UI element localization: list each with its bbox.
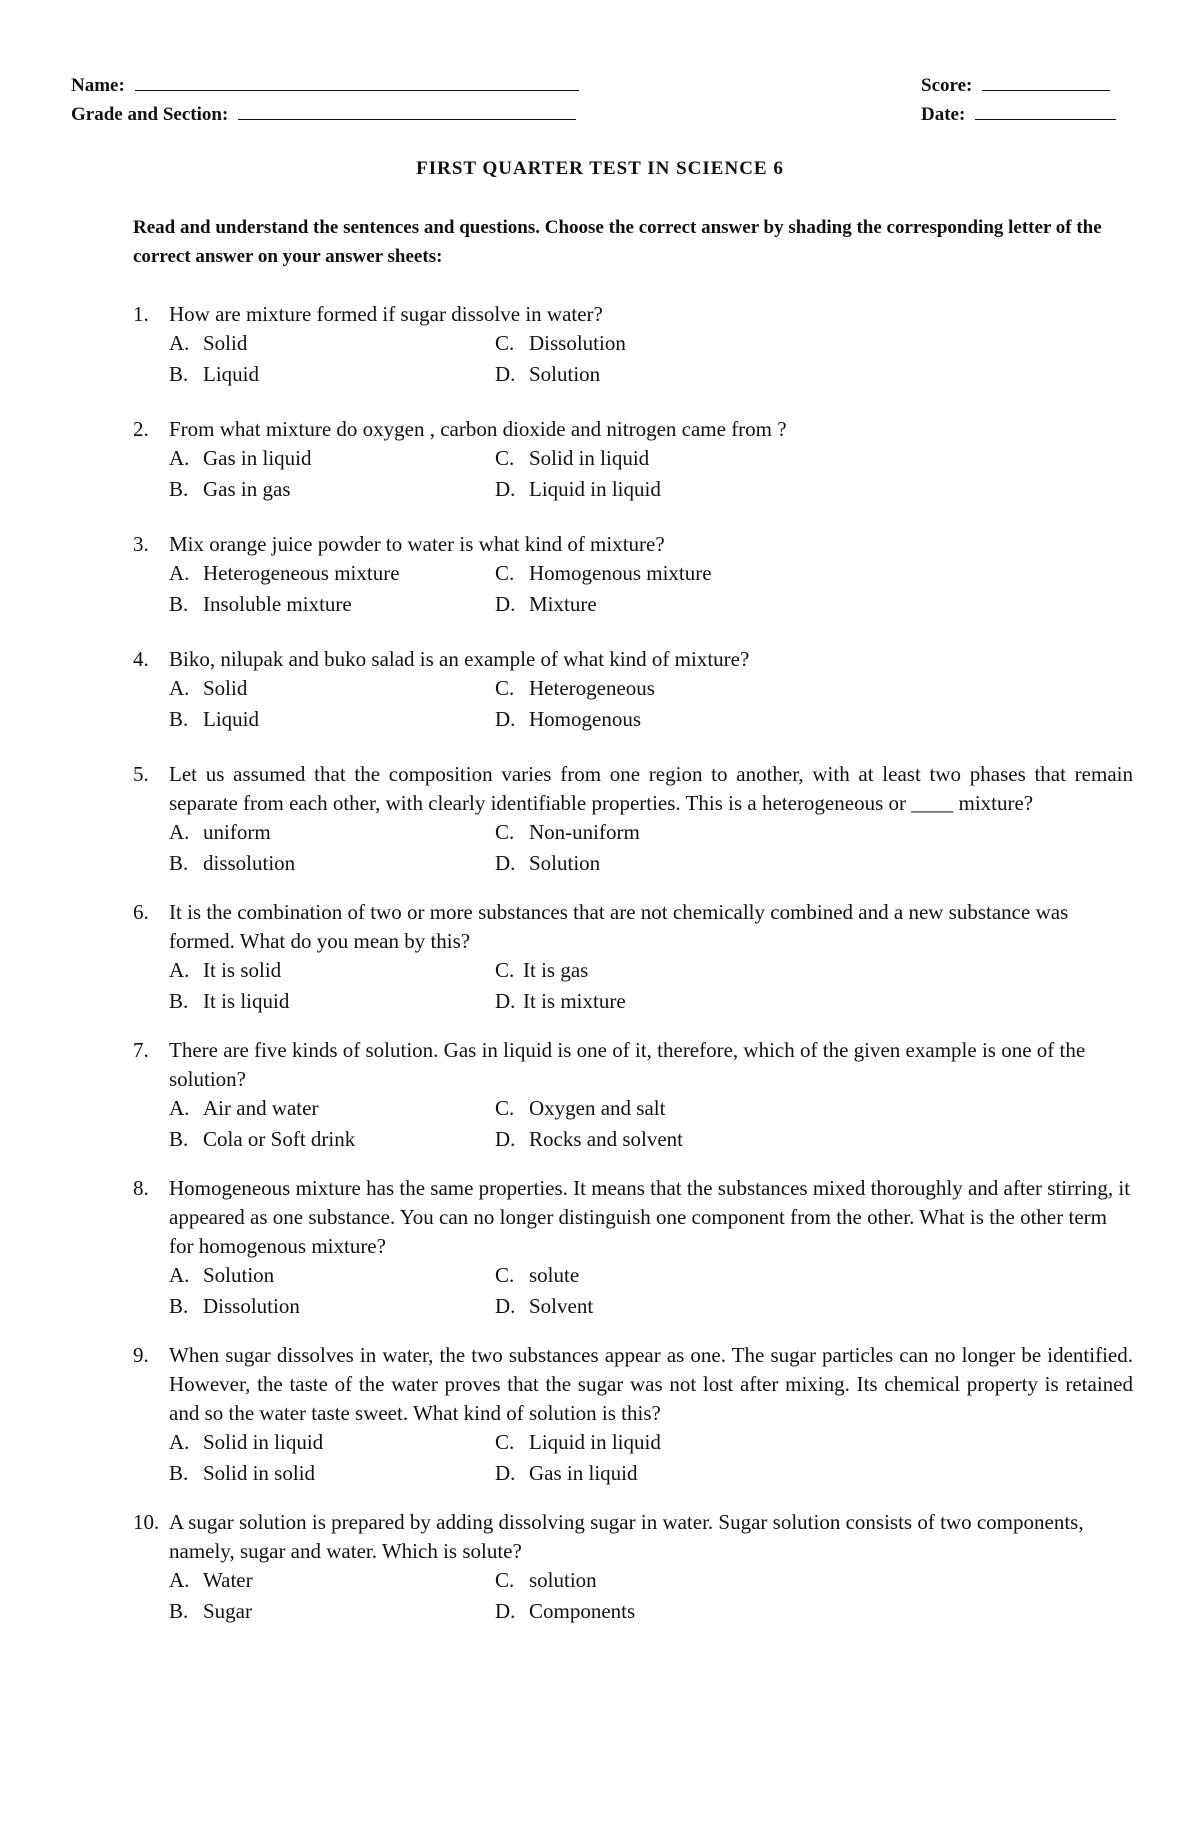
question-text: Homogeneous mixture has the same properties. It means that the substances mixed thoroughly and after stirring, it appeared as one substance. You can no longer distinguish one component from the other. What is the other term for homogenous mixture? [169, 1176, 1131, 1258]
grade-section-blank[interactable] [238, 101, 576, 120]
choices [169, 1094, 1133, 1154]
score-label: Score: [921, 75, 973, 96]
choice-b[interactable]: B. Dissolution [169, 1294, 300, 1318]
test-title: FIRST QUARTER TEST IN SCIENCE 6 [416, 158, 784, 179]
choices [169, 674, 1133, 734]
choice-a[interactable]: A. Solid [169, 676, 248, 700]
choice-b[interactable]: B. It is liquid [169, 989, 290, 1013]
score-field [921, 72, 1110, 97]
question-4 [133, 645, 1133, 734]
choice-b[interactable]: B. Sugar [169, 1599, 252, 1623]
choice-d[interactable]: D. Solution [495, 851, 601, 875]
question-1 [133, 300, 1133, 389]
question-number: 5. [133, 762, 149, 786]
choice-d[interactable]: D. Rocks and solvent [495, 1127, 683, 1151]
choice-d[interactable]: D. Solution [495, 362, 601, 386]
question-number: 10. [133, 1510, 160, 1534]
date-blank[interactable] [975, 101, 1116, 120]
choice-d[interactable]: D. Homogenous [495, 707, 641, 731]
question-5 [133, 760, 1133, 878]
choice-c[interactable]: C. Heterogeneous [495, 676, 655, 700]
question-text: From what mixture do oxygen , carbon dioxide and nitrogen came from ? [169, 417, 787, 441]
question-text: A sugar solution is prepared by adding dissolving sugar in water. Sugar solution consists of two components, namely, sugar and water. Which is solute? [169, 1510, 1084, 1563]
choice-a[interactable]: A. Air and water [169, 1096, 319, 1120]
choice-d[interactable]: D. It is mixture [495, 989, 626, 1013]
question-text: Let us assumed that the composition varies from one region to another, with at least two phases that remain separate from each other, with clearly identifiable properties. This is a heterogeneous or ____ mixture? [169, 762, 1133, 815]
choice-d[interactable]: D. Components [495, 1599, 636, 1623]
question-8 [133, 1174, 1133, 1321]
question-list [133, 300, 1133, 1626]
choices [169, 559, 1133, 619]
question-text: How are mixture formed if sugar dissolve in water? [169, 302, 603, 326]
choice-c[interactable]: C. Oxygen and salt [495, 1096, 666, 1120]
question-7 [133, 1036, 1133, 1154]
choices [169, 329, 1133, 389]
choice-b[interactable]: B. Liquid [169, 362, 259, 386]
choice-d[interactable]: D. Liquid in liquid [495, 477, 661, 501]
choice-a[interactable]: A. Solid [169, 331, 248, 355]
score-blank[interactable] [982, 72, 1110, 91]
choice-a[interactable]: A. It is solid [169, 958, 282, 982]
name-blank[interactable] [135, 72, 579, 91]
question-number: 3. [133, 532, 149, 556]
date-label: Date: [921, 104, 966, 125]
question-number: 8. [133, 1176, 149, 1200]
choice-b[interactable]: B. dissolution [169, 851, 296, 875]
choice-d[interactable]: D. Mixture [495, 592, 597, 616]
choice-b[interactable]: B. Gas in gas [169, 477, 291, 501]
choice-d[interactable]: D. Gas in liquid [495, 1461, 638, 1485]
name-label: Name: [71, 75, 125, 96]
question-3 [133, 530, 1133, 619]
name-field [71, 72, 579, 97]
choices [169, 1261, 1133, 1321]
choices [169, 444, 1133, 504]
choice-c[interactable]: C. Dissolution [495, 331, 626, 355]
question-number: 1. [133, 302, 149, 326]
choice-c[interactable]: C. Solid in liquid [495, 446, 650, 470]
question-6 [133, 898, 1133, 1016]
choice-b[interactable]: B. Solid in solid [169, 1461, 316, 1485]
question-number: 6. [133, 900, 149, 924]
question-text: It is the combination of two or more substances that are not chemically combined and a new substance was formed. What do you mean by this? [169, 900, 1069, 953]
question-number: 7. [133, 1038, 149, 1062]
question-2 [133, 415, 1133, 504]
question-text: Biko, nilupak and buko salad is an example of what kind of mixture? [169, 647, 750, 671]
choice-a[interactable]: A. uniform [169, 820, 271, 844]
choice-b[interactable]: B. Cola or Soft drink [169, 1127, 356, 1151]
choice-a[interactable]: A. Gas in liquid [169, 446, 312, 470]
question-number: 9. [133, 1343, 149, 1367]
question-text: There are five kinds of solution. Gas in liquid is one of it, therefore, which of the given example is one of the solution? [169, 1038, 1086, 1091]
choice-c[interactable]: C. Liquid in liquid [495, 1430, 661, 1454]
instructions: Read and understand the sentences and questions. Choose the correct answer by shading the corresponding letter of the correct answer on your answer sheets: [133, 217, 1102, 267]
choice-c[interactable]: C. Homogenous mixture [495, 561, 712, 585]
choices [169, 818, 1133, 878]
choice-b[interactable]: B. Liquid [169, 707, 259, 731]
question-number: 2. [133, 417, 149, 441]
choice-a[interactable]: A. Heterogeneous mixture [169, 561, 400, 585]
choice-a[interactable]: A. Water [169, 1568, 253, 1592]
grade-section-label: Grade and Section: [71, 104, 229, 125]
choice-c[interactable]: C. solute [495, 1263, 580, 1287]
choices [169, 1566, 1133, 1626]
question-10 [133, 1508, 1133, 1626]
choice-a[interactable]: A. Solution [169, 1263, 275, 1287]
question-number: 4. [133, 647, 149, 671]
question-text: When sugar dissolves in water, the two substances appear as one. The sugar particles can no longer be identified. However, the taste of the water proves that the sugar was not lost after mixing. Its chemical property is retained and so the water taste sweet. What kind of solution is this? [169, 1343, 1133, 1425]
date-field [921, 101, 1116, 126]
choice-c[interactable]: C. Non-uniform [495, 820, 640, 844]
grade-section-field [71, 101, 576, 126]
choice-c[interactable]: C. It is gas [495, 958, 589, 982]
choice-a[interactable]: A. Solid in liquid [169, 1430, 324, 1454]
choice-d[interactable]: D. Solvent [495, 1294, 594, 1318]
question-text: Mix orange juice powder to water is what kind of mixture? [169, 532, 665, 556]
question-9 [133, 1341, 1133, 1488]
choices [169, 1428, 1133, 1488]
choices [169, 956, 1133, 1016]
choice-c[interactable]: C. solution [495, 1568, 597, 1592]
choice-b[interactable]: B. Insoluble mixture [169, 592, 352, 616]
